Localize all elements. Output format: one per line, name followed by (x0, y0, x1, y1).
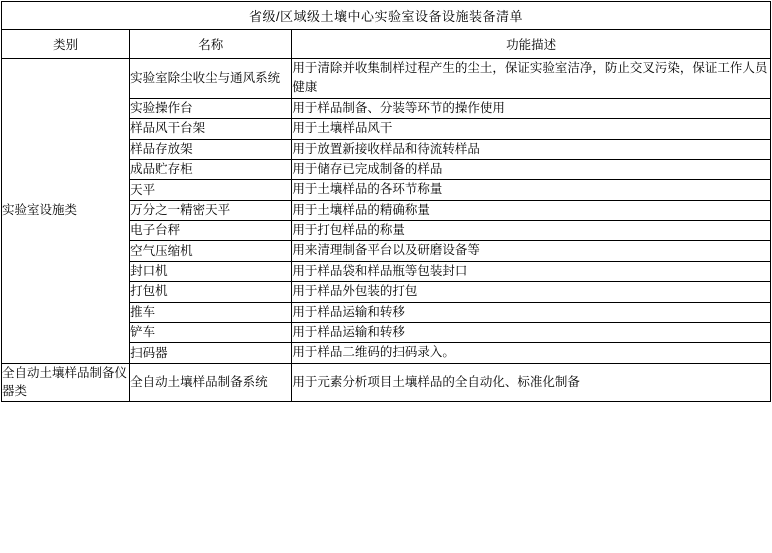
column-header-name: 名称 (130, 30, 292, 59)
item-description: 用于样品制备、分装等环节的操作使用 (292, 98, 771, 118)
document-title: 省级/区域级土壤中心实验室设备设施装备清单 (2, 2, 771, 30)
item-description: 用于放置新接收样品和待流转样品 (292, 139, 771, 159)
item-name: 铲车 (130, 322, 292, 342)
item-name: 样品存放架 (130, 139, 292, 159)
document-body (0, 1, 772, 402)
table-row (2, 59, 771, 99)
item-description: 用于样品袋和样品瓶等包装封口 (292, 261, 771, 281)
item-name: 封口机 (130, 261, 292, 281)
equipment-table (1, 1, 771, 402)
title-row (2, 2, 771, 30)
item-name: 实验操作台 (130, 98, 292, 118)
item-name: 电子台秤 (130, 221, 292, 241)
category-label: 全自动土壤样品制备仪器类 (2, 363, 130, 402)
item-name: 全自动土壤样品制备系统 (130, 363, 292, 402)
item-description: 用于元素分析项目土壤样品的全自动化、标准化制备 (292, 363, 771, 402)
item-name: 天平 (130, 180, 292, 200)
item-description: 用于土壤样品风干 (292, 119, 771, 139)
item-description: 用来清理制备平台以及研磨设备等 (292, 241, 771, 261)
item-description: 用于土壤样品的各环节称量 (292, 180, 771, 200)
item-name: 推车 (130, 302, 292, 322)
item-description: 用于样品运输和转移 (292, 322, 771, 342)
item-description: 用于储存已完成制备的样品 (292, 159, 771, 179)
header-row (2, 30, 771, 59)
category-label: 实验室设施类 (2, 59, 130, 364)
item-name: 样品风干台架 (130, 119, 292, 139)
column-header-description: 功能描述 (292, 30, 771, 59)
item-name: 打包机 (130, 282, 292, 302)
table-body (2, 2, 771, 402)
item-description: 用于土壤样品的精确称量 (292, 200, 771, 220)
item-description: 用于打包样品的称量 (292, 221, 771, 241)
table-row (2, 363, 771, 402)
item-name: 成品贮存柜 (130, 159, 292, 179)
item-description: 用于样品二维码的扫码录入。 (292, 343, 771, 363)
item-name: 扫码器 (130, 343, 292, 363)
item-description: 用于样品外包装的打包 (292, 282, 771, 302)
item-description: 用于清除并收集制样过程产生的尘土，保证实验室洁净，防止交叉污染，保证工作人员健康 (292, 59, 771, 99)
item-name: 万分之一精密天平 (130, 200, 292, 220)
item-name: 实验室除尘收尘与通风系统 (130, 59, 292, 99)
item-description: 用于样品运输和转移 (292, 302, 771, 322)
column-header-category: 类别 (2, 30, 130, 59)
item-name: 空气压缩机 (130, 241, 292, 261)
